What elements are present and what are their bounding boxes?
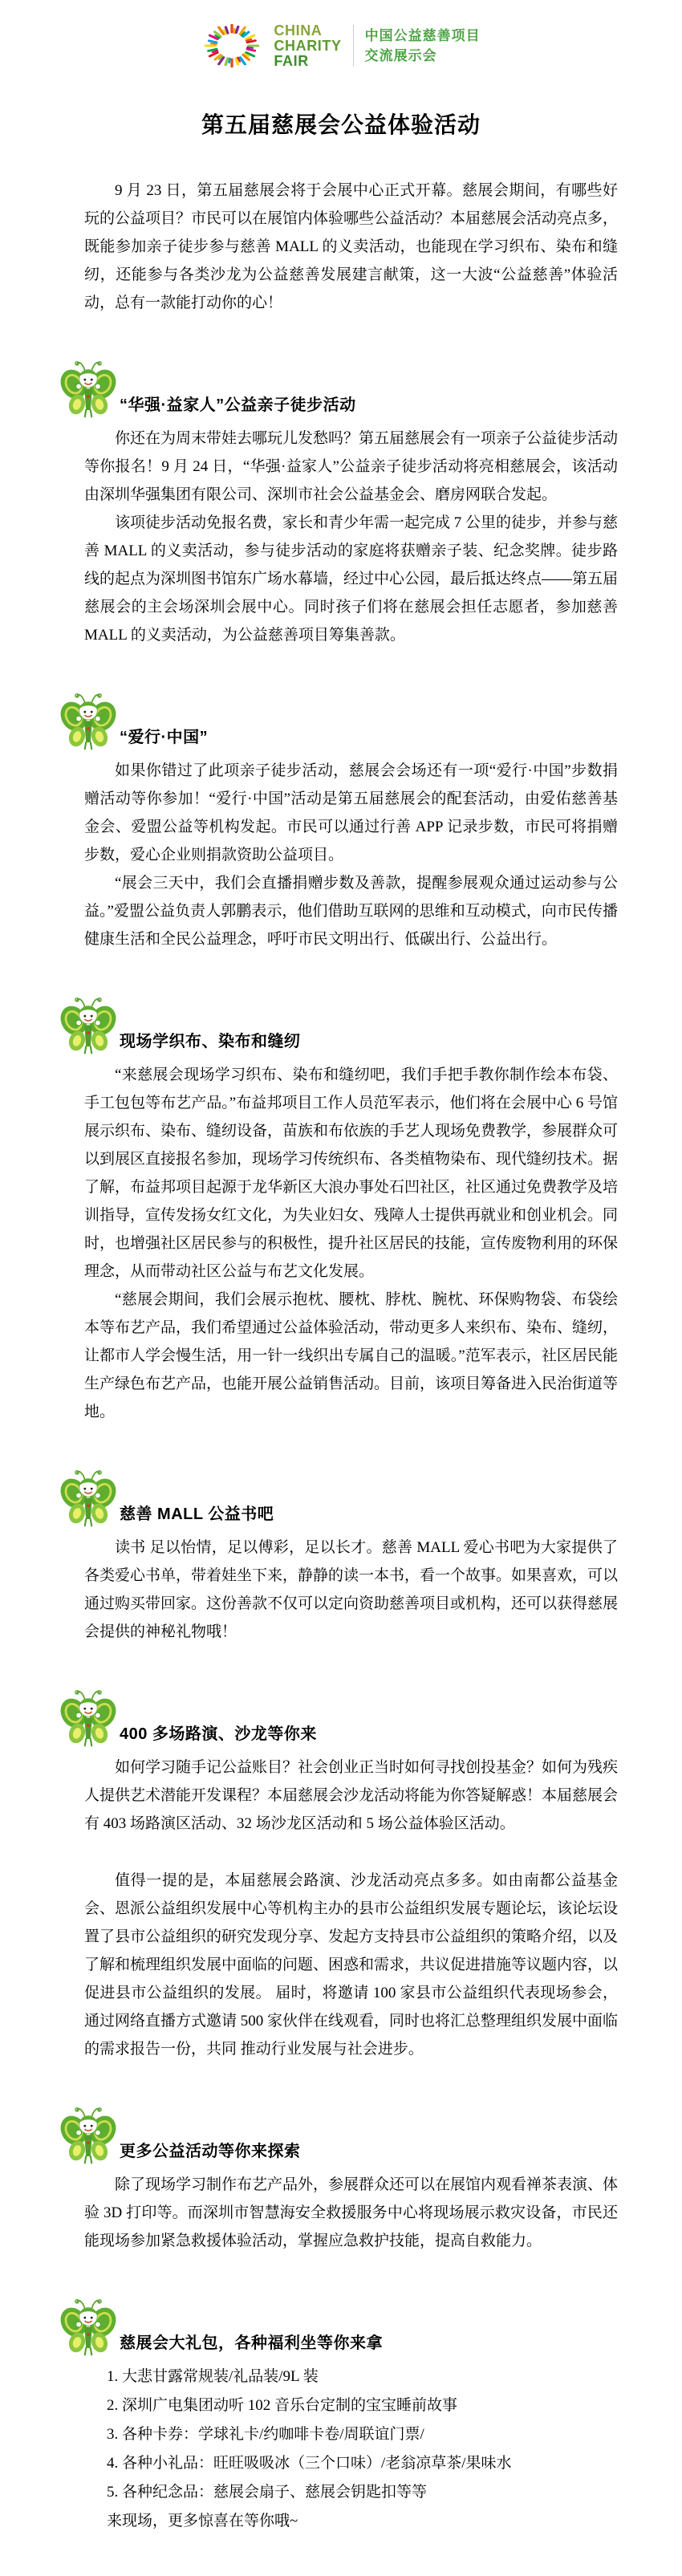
section-aixing-china (84, 685, 618, 953)
section-roadshows-salons (84, 1681, 618, 2063)
section-header (60, 2290, 618, 2363)
ccf-logo-wordmark (274, 23, 341, 69)
article-body (84, 177, 618, 2536)
section-paragraph: 如果你错过了此项亲子徒步活动，慈展会会场还有一项“爱行·中国”步数捐赠活动等你参加！“爱行·中国”活动是第五届慈展会的配套活动，由爱佑慈善基金会、爱盟公益等机构发起。市民可以通过行善 APP 记录步数，市民可将捐赠步数，爱心企业则捐款资助公益项目。 (84, 762, 618, 863)
section-paragraph: 值得一提的是，本届慈展会路演、沙龙活动亮点多多。如由南都公益基金会、恩派公益组织发展中心等机构主办的县市公益组织发展专题论坛，该论坛设置了县市公益组织的研究发现分享、发起方支持县市公益组织的策略介绍，以及了解和梳理组织发展中面临的问题、困惑和需求，共议促进措施等议题内容，以促进县市公益组织的发展。 届时，将邀请 100 家县市公益组织代表现场参会，通过网络直播方式邀请 500 家伙伴在线观看，同时也将汇总整理组织发展中面临的需求报告一份，共同 推动行业发展与社会进步。 (84, 1872, 619, 2058)
page-title: 第五届慈展会公益体验活动 (201, 113, 481, 138)
gift-list-item: 1. 大悲甘露常规装/礼品装/9L 装 (107, 2368, 319, 2385)
butterfly-mascot-icon (60, 2099, 116, 2171)
section-paragraph: “来慈展会现场学习织布、染布和缝纫吧，我们手把手教你制作绘本布袋、手工包包等布艺产品。”布益邦项目工作人员范军表示，他们将在会展中心 6 号馆展示织布、染布、缝纫设备，苗族和布依族的手艺人现场免费教学，参展群众可以到展区直接报名参加，现场学习传统织布、各类植物染布、现代缝纫技术。据了解，布益邦项目起源于龙华新区大浪办事处石凹社区，社区通过免费教学及培训指导，宣传发扬女红文化，为失业妇女、残障人士提供再就业和创业机会。同时，也增强社区居民参与的积极性，提升社区居民的技能，宣传废物利用的环保理念，从而带动社区公益与布艺文化发展。 (84, 1067, 619, 1280)
section-paragraph: 除了现场学习制作布艺产品外，参展群众还可以在展馆内观看禅茶表演、体验 3D 打印等。而深圳市智慧海安全救援服务中心将现场展示救灾设备，市民还能现场参加紧急救援体验活动，掌握应急救护技能，提高自救能力。 (84, 2176, 619, 2249)
intro-paragraph: 9 月 23 日，第五届慈展会将于会展中心正式开幕。慈展会期间，有哪些好玩的公益项目？市民可以在展馆内体验哪些公益活动？本届慈展会活动亮点多，既能参加亲子徒步参与慈善 MALL 的义卖活动，也能现在学习织布、染布和缝纫，还能参与各类沙龙为公益慈善发展建言献策，这一大波“公益慈善”体验活动，总有一款能打动你的心！ (84, 182, 619, 311)
page-header (0, 0, 682, 71)
section-heading: 慈展会大礼包，各种福利坐等你来拿 (120, 2334, 383, 2352)
logo-divider (353, 25, 354, 67)
section-paragraph: 该项徒步活动免报名费，家长和青少年需一起完成 7 公里的徒步，并参与慈善 MALL 的义卖活动，参与徒步活动的家庭将获赠亲子装、纪念奖牌。徒步路线的起点为深圳图书馆东广场水幕墙，经过中心公园，最后抵达终点——第五届慈展会的主会场深圳会展中心。同时孩子们将在慈展会担任志愿者，参加慈善 MALL 的义卖活动，为公益慈善项目筹集善款。 (84, 514, 619, 644)
section-heading: 400 多场路演、沙龙等你来 (120, 1725, 317, 1743)
butterfly-mascot-icon (60, 1461, 116, 1534)
logo-cn-line1: 中国公益慈善项目 (364, 28, 481, 43)
section-header (60, 685, 618, 757)
section-header (60, 2099, 618, 2171)
section-heading: 更多公益活动等你来探索 (120, 2143, 301, 2160)
section-heading: 慈善 MALL 公益书吧 (120, 1505, 274, 1523)
ccf-logo-chinese (365, 26, 481, 66)
logo-line-china: CHINA (274, 22, 323, 39)
section-heading: “华强·益家人”公益亲子徒步活动 (120, 396, 356, 414)
section-heading: “爱行·中国” (120, 729, 209, 746)
butterfly-mascot-icon (60, 2290, 116, 2363)
closing-line: 来现场，更多惊喜在等你哦~ (107, 2513, 298, 2529)
gift-list-item: 2. 深圳广电集团动听 102 音乐台定制的宝宝睡前故事 (107, 2397, 458, 2414)
butterfly-mascot-icon (60, 1681, 116, 1753)
butterfly-mascot-icon (60, 989, 116, 1061)
logo-line-fair: FAIR (274, 52, 309, 69)
section-header (60, 352, 618, 425)
gift-list-item: 4. 各种小礼品：旺旺吸吸冰（三个口味）/老翁凉草茶/果味水 (107, 2455, 512, 2472)
section-paragraph: 如何学习随手记公益账目？社会创业正当时如何寻找创投基金？如何为残疾人提供艺术潜能开发课程？本届慈展会沙龙活动将能为你答疑解惑！本届慈展会有 403 场路演区活动、32 场沙龙区活动和 5 场公益体验区活动。 (84, 1759, 619, 1832)
butterfly-mascot-icon (60, 352, 116, 425)
section-paragraph: 你还在为周末带娃去哪玩儿发愁吗？第五届慈展会有一项亲子公益徒步活动等你报名！9 月 24 日，“华强·益家人”公益亲子徒步活动将亮相慈展会，该活动由深圳华强集团有限公司、深圳市社会公益基金会、磨房网联合发起。 (84, 430, 619, 503)
section-gift-pack (84, 2290, 618, 2536)
section-weaving-dyeing-sewing (84, 989, 618, 1426)
section-paragraph: 读书 足以怡情，足以傅彩，足以长才。慈善 MALL 爱心书吧为大家提供了各类爱心书单，带着娃坐下来，静静的读一本书，看一个故事。如果喜欢，可以通过购买带回家。这份善款不仅可以定向资助慈善项目或机构，还可以获得慈展会提供的神秘礼物哦！ (84, 1539, 619, 1640)
logo-cn-line2: 交流展示会 (364, 48, 437, 63)
butterfly-mascot-icon (60, 685, 116, 757)
section-heading: 现场学织布、染布和缝纫 (120, 1033, 301, 1050)
section-charity-mall-book-bar (84, 1461, 618, 1646)
logo-line-charity: CHARITY (274, 37, 342, 54)
section-more-activities (84, 2099, 618, 2255)
section-header (60, 989, 618, 1061)
gift-list-item: 5. 各种纪念品：慈展会扇子、慈展会钥匙扣等等 (107, 2484, 428, 2501)
ccf-logo-starburst-icon (201, 21, 262, 71)
section-paragraph: “慈展会期间，我们会展示抱枕、腰枕、脖枕、腕枕、环保购物袋、布袋绘本等布艺产品，我们希望通过公益体验活动，带动更多人来织布、染布、缝纫，让都市人学会慢生活，用一针一线织出专属自己的温暖。”范军表示，社区居民能生产绿色布艺产品，也能开展公益销售活动。目前，该项目筹备进入民治街道等地。 (84, 1291, 619, 1420)
section-paragraph: “展会三天中，我们会直播捐赠步数及善款，提醒参展观众通过运动参与公益。”爱盟公益负责人郭鹏表示，他们借助互联网的思维和互动模式，向市民传播健康生活和全民公益理念，呼吁市民文明出行、低碳出行、公益出行。 (84, 875, 618, 948)
section-header (60, 1681, 618, 1753)
section-huaqiang-walk (84, 352, 618, 649)
gift-list-item: 3. 各种卡券：学球礼卡/约咖啡卡卷/周联谊门票/ (107, 2426, 424, 2443)
section-header (60, 1461, 618, 1534)
